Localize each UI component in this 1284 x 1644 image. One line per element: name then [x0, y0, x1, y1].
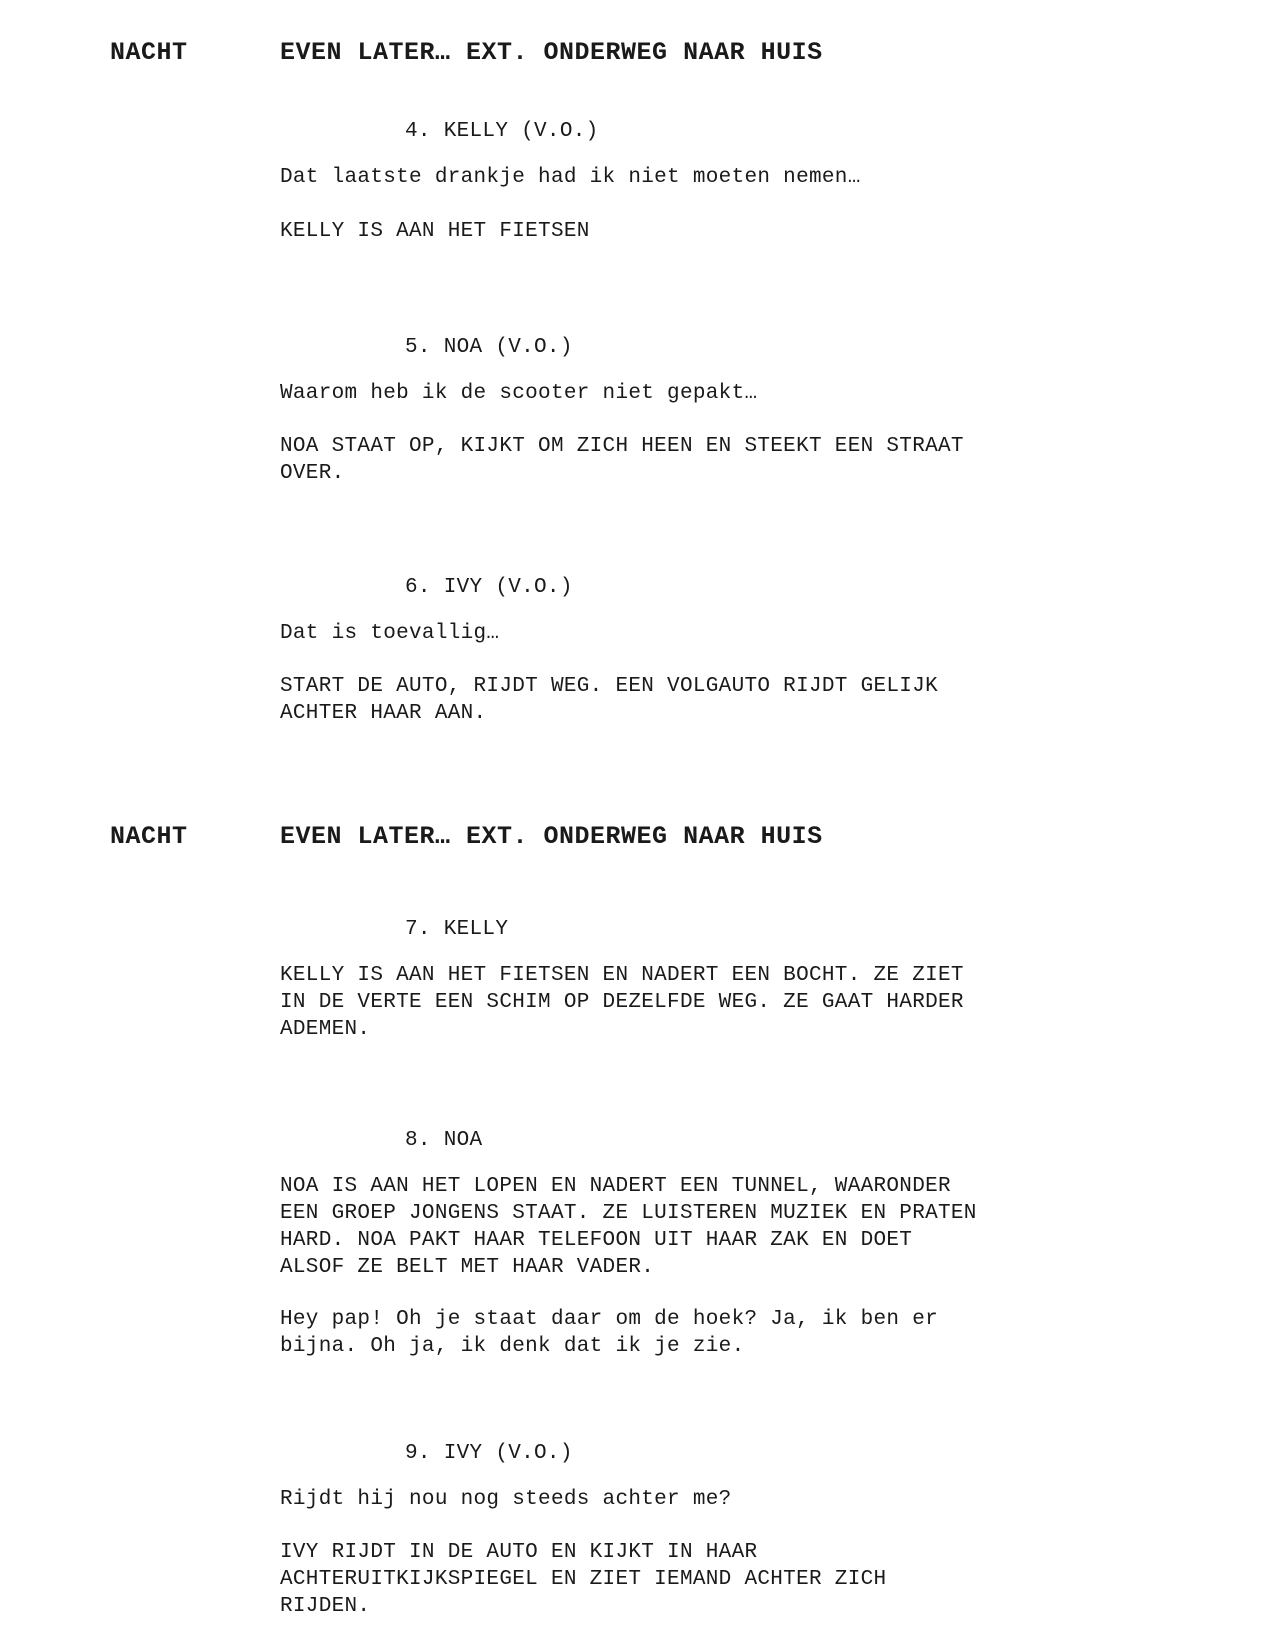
action-text: NOA STAAT OP, KIJKT OM ZICH HEEN EN STEEKT EEN STRAAT OVER. [280, 435, 964, 485]
character-cue: 7. KELLY [405, 918, 509, 941]
character-cue: 9. IVY (V.O.) [405, 1442, 573, 1465]
scene-heading [0, 38, 1284, 78]
dialogue-text: Dat laatste drankje had ik niet moeten nemen… [280, 166, 861, 189]
action-text: KELLY IS AAN HET FIETSEN [280, 220, 590, 243]
scene-title: EVEN LATER… EXT. ONDERWEG NAAR HUIS [280, 38, 823, 67]
character-cue: 5. NOA (V.O.) [405, 336, 573, 359]
action-text: IVY RIJDT IN DE AUTO EN KIJKT IN HAAR ACHTERUITKIJKSPIEGEL EN ZIET IEMAND ACHTER ZICH RIJDEN. [280, 1541, 887, 1618]
scene-time: NACHT [110, 822, 188, 851]
dialogue-text: Rijdt hij nou nog steeds achter me? [280, 1488, 732, 1511]
character-cue: 6. IVY (V.O.) [405, 576, 573, 599]
action-text: KELLY IS AAN HET FIETSEN EN NADERT EEN BOCHT. ZE ZIET IN DE VERTE EEN SCHIM OP DEZELFDE WEG. ZE GAAT HARDER ADEMEN. [280, 964, 964, 1041]
dialogue-text: Dat is toevallig… [280, 622, 500, 645]
action-text: START DE AUTO, RIJDT WEG. EEN VOLGAUTO RIJDT GELIJK ACHTER HAAR AAN. [280, 675, 939, 725]
scene-title: EVEN LATER… EXT. ONDERWEG NAAR HUIS [280, 822, 823, 851]
scene-time: NACHT [110, 38, 188, 67]
character-cue: 8. NOA [405, 1129, 483, 1152]
dialogue-text: Waarom heb ik de scooter niet gepakt… [280, 382, 758, 405]
scene-heading [0, 822, 1284, 862]
action-text: NOA IS AAN HET LOPEN EN NADERT EEN TUNNEL, WAARONDER EEN GROEP JONGENS STAAT. ZE LUISTEREN MUZIEK EN PRATEN HARD. NOA PAKT HAAR TELEFOON UIT HAAR ZAK EN DOET ALSOF ZE BELT MET HAAR VADER. [280, 1175, 977, 1279]
character-cue: 4. KELLY (V.O.) [405, 120, 599, 143]
dialogue-text: Hey pap! Oh je staat daar om de hoek? Ja, ik ben er bijna. Oh ja, ik denk dat ik je zie. [280, 1308, 939, 1358]
